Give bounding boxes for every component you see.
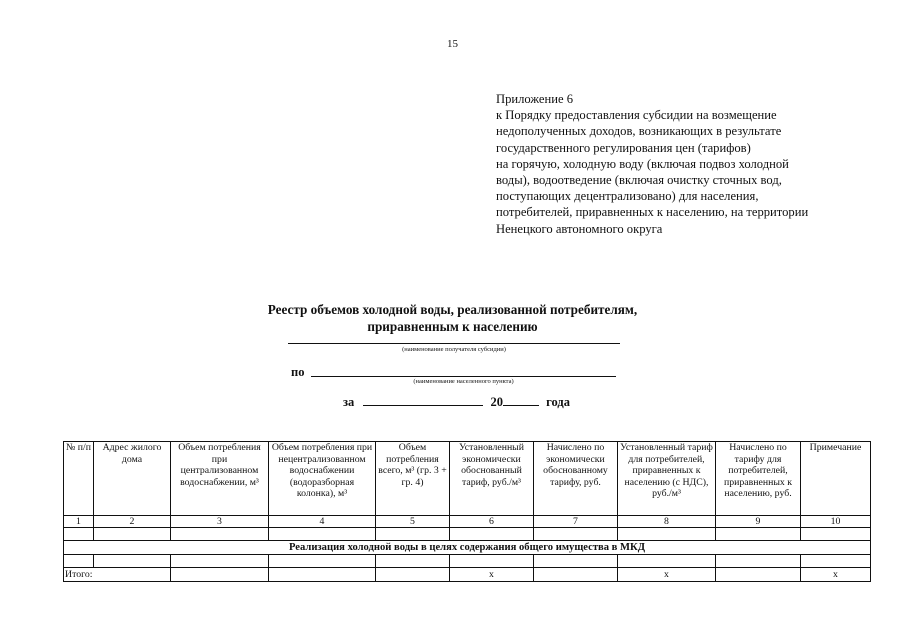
empty-data-row xyxy=(64,528,871,541)
year-prefix: 20 xyxy=(490,395,504,409)
za-label: за xyxy=(343,395,355,409)
table-cell xyxy=(534,555,618,568)
col-header-accrued-econ: Начислено по экономически обоснованному тарифу, руб. xyxy=(534,442,618,516)
cross-mark: х xyxy=(618,568,716,582)
col-header-pop-tariff: Установленный тариф для потребителей, приравненных к населению (с НДС), руб./м³ xyxy=(618,442,716,516)
appendix-line: к Порядку предоставления субсидии на возмещение xyxy=(496,108,777,123)
table-cell xyxy=(534,568,618,582)
column-number: 7 xyxy=(534,516,618,528)
title-line-2: приравненным к населению xyxy=(367,318,538,334)
table-cell xyxy=(716,555,801,568)
table-cell xyxy=(171,528,269,541)
cross-mark: х xyxy=(450,568,534,582)
empty-data-row xyxy=(64,555,871,568)
page-number: 15 xyxy=(447,38,458,50)
recipient-blank-line xyxy=(288,343,620,344)
table-cell xyxy=(269,528,376,541)
section-row xyxy=(64,541,871,555)
period-row xyxy=(343,395,570,410)
appendix-line: Приложение 6 xyxy=(496,92,574,106)
table-cell xyxy=(450,528,534,541)
table-cell xyxy=(716,568,801,582)
column-number: 9 xyxy=(716,516,801,528)
table-cell xyxy=(716,528,801,541)
column-number: 3 xyxy=(171,516,269,528)
col-header-central: Объем потребления при централизованном водоснабжении, м³ xyxy=(171,442,269,516)
appendix-line: воды), водоотведение (включая очистку сточных вод, xyxy=(496,173,782,188)
appendix-line: Ненецкого автономного округа xyxy=(496,221,663,236)
col-header-accrued-pop: Начислено по тарифу для потребителей, приравненных к населению, руб. xyxy=(716,442,801,516)
table-cell xyxy=(376,528,450,541)
table-cell xyxy=(269,555,376,568)
table-cell xyxy=(376,568,450,582)
column-number: 4 xyxy=(269,516,376,528)
cross-mark: х xyxy=(801,568,871,582)
po-label: по xyxy=(291,365,305,379)
table-cell xyxy=(534,528,618,541)
table-cell xyxy=(801,528,871,541)
header-row xyxy=(64,442,871,516)
table-cell xyxy=(171,555,269,568)
table-cell xyxy=(64,528,94,541)
column-number: 1 xyxy=(64,516,94,528)
year-label: года xyxy=(546,395,570,409)
col-header-total-volume: Объем потребления всего, м³ (гр. 3 + гр. 4) xyxy=(376,442,450,516)
section-title: Реализация холодной воды в целях содержания общего имущества в МКД xyxy=(64,541,871,555)
table-cell xyxy=(618,528,716,541)
total-label: Итого: xyxy=(64,568,171,582)
col-header-num: № п/п xyxy=(64,442,94,516)
table-cell xyxy=(171,568,269,582)
table-cell xyxy=(269,568,376,582)
recipient-hint: (наименование получателя субсидии) xyxy=(402,346,506,353)
column-number: 6 xyxy=(450,516,534,528)
column-number: 10 xyxy=(801,516,871,528)
appendix-line: недополученных доходов, возникающих в результате xyxy=(496,124,782,139)
document-title xyxy=(0,302,905,335)
table-cell xyxy=(618,555,716,568)
col-header-decentral: Объем потребления при нецентрализованном водоснабжении (водоразборная колонка), м³ xyxy=(269,442,376,516)
column-number: 8 xyxy=(618,516,716,528)
col-header-econ-tariff: Установленный экономически обоснованный тариф, руб./м³ xyxy=(450,442,534,516)
appendix-line: государственного регулирования цен (тарифов) xyxy=(496,140,751,155)
table-cell xyxy=(64,555,94,568)
locality-blank-line xyxy=(311,376,616,377)
appendix-line: на горячую, холодную воду (включая подвоз холодной xyxy=(496,156,789,171)
col-header-note: Примечание xyxy=(801,442,871,516)
column-number: 2 xyxy=(94,516,171,528)
col-header-address: Адрес жилого дома xyxy=(94,442,171,516)
appendix-header xyxy=(496,91,876,237)
table-cell xyxy=(94,555,171,568)
appendix-line: потребителей, приравненных к населению, на территории xyxy=(496,205,809,220)
title-line-1: Реестр объемов холодной воды, реализованной потребителям, xyxy=(267,302,638,317)
period-blank-line xyxy=(363,395,483,406)
table-cell xyxy=(801,555,871,568)
total-row xyxy=(64,568,871,582)
year-blank-line xyxy=(503,395,539,406)
column-number-row xyxy=(64,516,871,528)
appendix-line: поступающих децентрализовано) для населения, xyxy=(496,189,759,204)
table-cell xyxy=(376,555,450,568)
table-cell xyxy=(450,555,534,568)
table-cell xyxy=(94,528,171,541)
registry-table xyxy=(63,441,871,582)
locality-hint: (наименование населенного пункта) xyxy=(413,378,514,385)
column-number: 5 xyxy=(376,516,450,528)
